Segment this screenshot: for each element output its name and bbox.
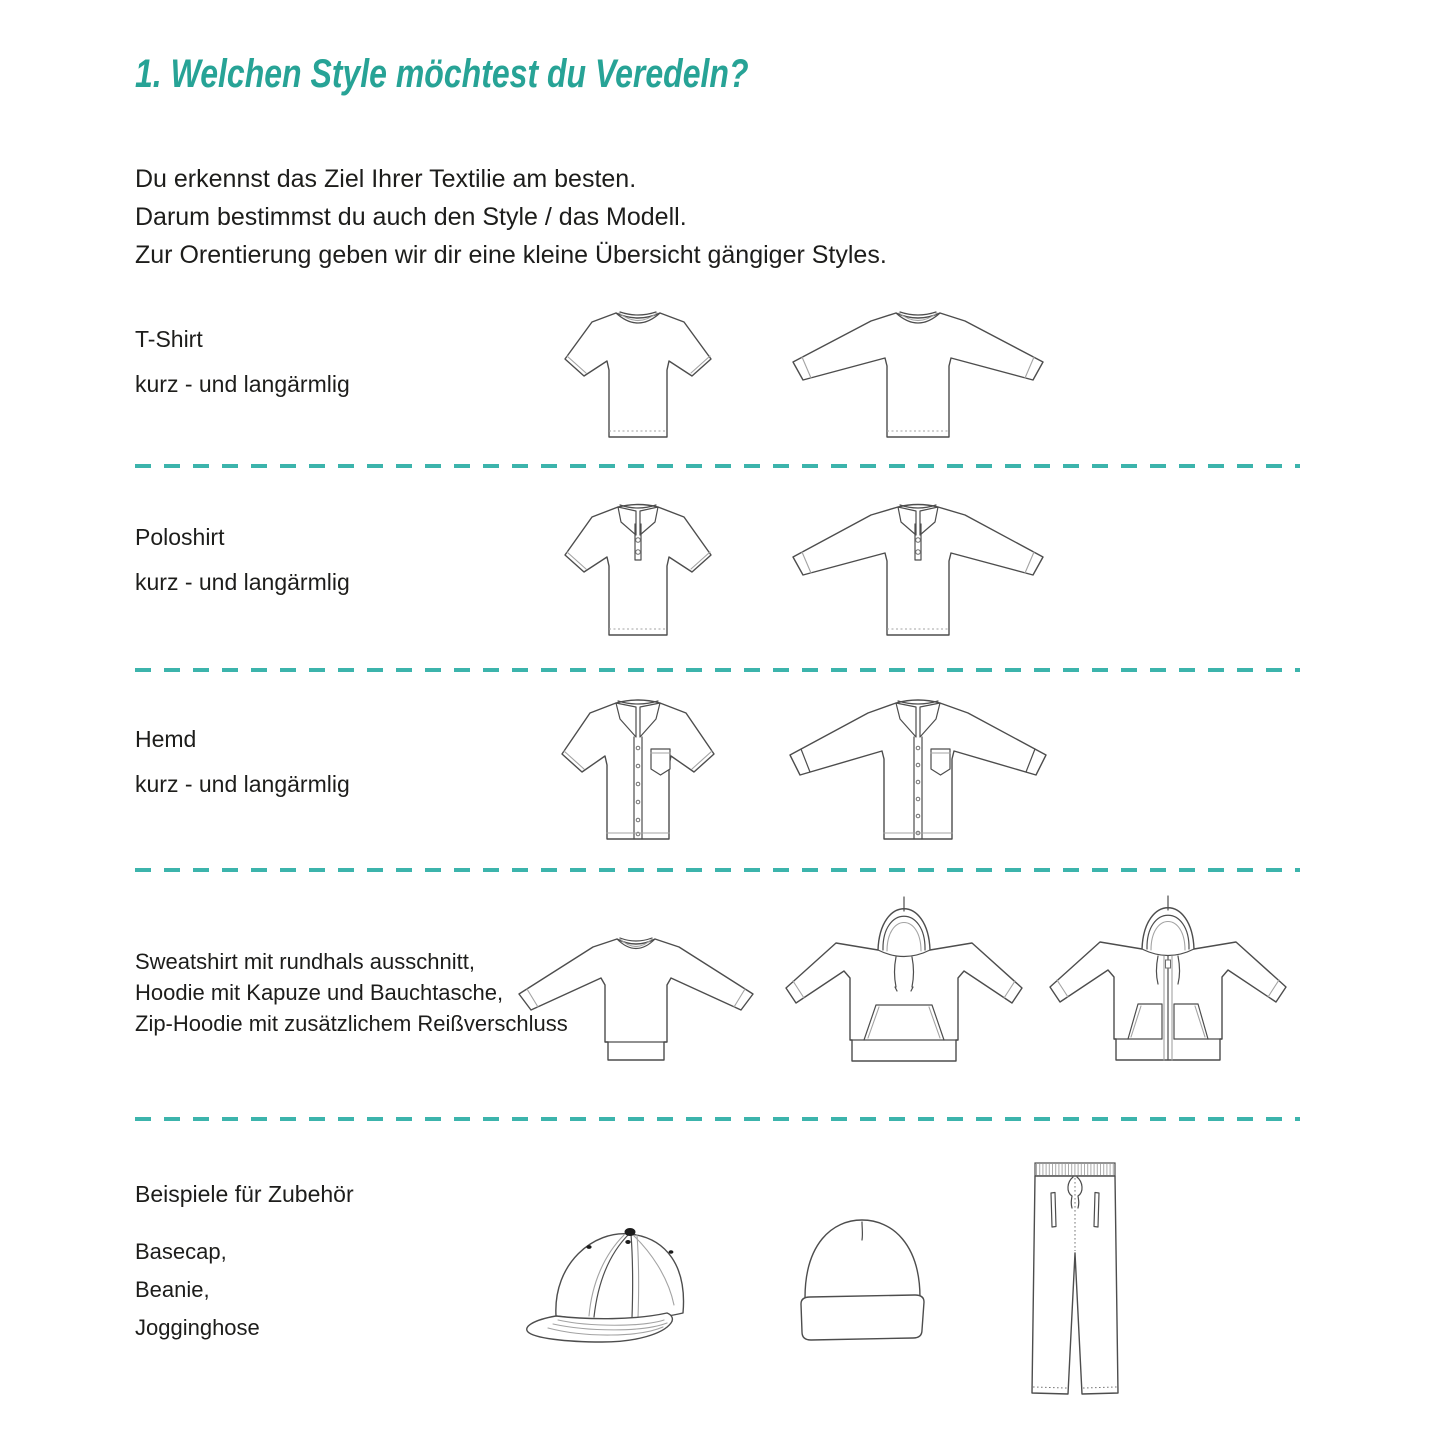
row-tshirt-subtitle: kurz - und langärmlig: [135, 371, 350, 397]
row-zubehoer-title: Beispiele für Zubehör: [135, 1181, 354, 1207]
intro-line-1: Du erkennst das Ziel Ihrer Textilie am besten.: [135, 165, 637, 193]
tshirt-short-icon: [552, 300, 725, 452]
dashed-divider-3: [135, 868, 1300, 872]
dashed-divider-1: [135, 464, 1300, 468]
tshirt-long-icon: [783, 300, 1053, 452]
row-sweatshirt-line-2: Hoodie mit Kapuze und Bauchtasche,: [135, 980, 504, 1005]
row-polo-subtitle: kurz - und langärmlig: [135, 569, 350, 595]
row-zubehoer-item-1: Basecap,: [135, 1239, 227, 1264]
polo-long-icon: [783, 494, 1053, 651]
dashed-divider-4: [135, 1117, 1300, 1121]
hoodie-icon: [778, 893, 1030, 1063]
dashed-divider-2: [135, 668, 1300, 672]
basecap-icon: [520, 1221, 705, 1346]
intro-line-2: Darum bestimmst du auch den Style / das Modell.: [135, 203, 687, 231]
dress-shirt-long-icon: [778, 692, 1058, 857]
polo-short-icon: [552, 494, 725, 651]
row-tshirt-title: T-Shirt: [135, 326, 203, 352]
dress-shirt-short-icon: [548, 692, 728, 857]
intro-line-3: Zur Orentierung geben wir dir eine kleine Übersicht gängiger Styles.: [135, 241, 887, 269]
intro-text: [135, 160, 887, 274]
sweatshirt-icon: [505, 930, 768, 1062]
beanie-icon: [790, 1208, 935, 1344]
row-zubehoer-item-2: Beanie,: [135, 1277, 210, 1302]
row-hemd-subtitle: kurz - und langärmlig: [135, 771, 350, 797]
row-sweatshirt-line-3: Zip-Hoodie mit zusätzlichem Reißverschluss: [135, 1011, 568, 1036]
row-sweatshirt-line-1: Sweatshirt mit rundhals ausschnitt,: [135, 949, 475, 974]
row-zubehoer-item-3: Jogginghose: [135, 1315, 260, 1340]
zip-hoodie-icon: [1042, 892, 1294, 1062]
jogginghose-icon: [1026, 1156, 1124, 1401]
row-hemd-title: Hemd: [135, 726, 197, 752]
row-polo-title: Poloshirt: [135, 524, 225, 550]
page-title: 1. Welchen Style möchtest du Veredeln?: [135, 52, 749, 96]
